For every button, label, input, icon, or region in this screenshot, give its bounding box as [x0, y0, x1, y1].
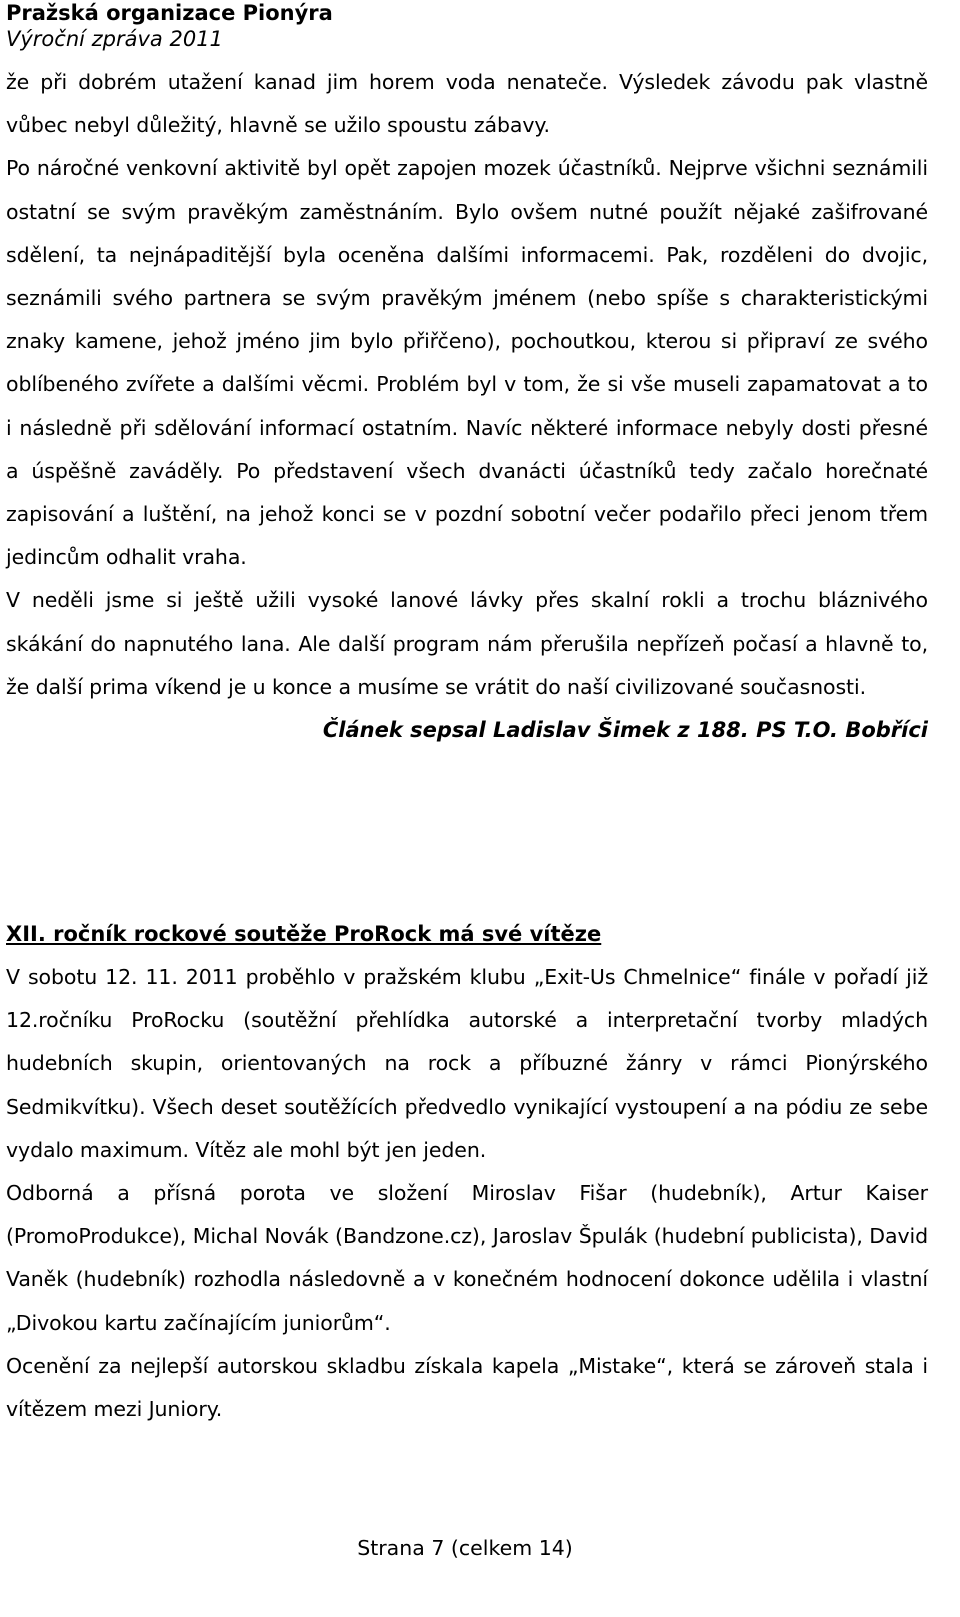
- organization-name: Pražská organizace Pionýra: [6, 1, 333, 25]
- paragraph: Ocenění za nejlepší autorskou skladbu získala kapela „Mistake“, která se zároveň stala i vítězem mezi Juniory.: [6, 1353, 928, 1422]
- page-header: [6, 0, 946, 52]
- article-signature: Článek sepsal Ladislav Šimek z 188. PS T.O. Bobříci: [322, 718, 928, 743]
- report-title: Výroční zpráva 2011: [6, 27, 223, 51]
- paragraph: Odborná a přísná porota ve složení Miroslav Fišar (hudebník), Artur Kaiser (PromoProdukce), Michal Novák (Bandzone.cz), Jaroslav Špulák (hudební publicista), David Vaněk (hudebník) rozhodla následovně a v konečném hodnocení dokonce udělila i vlastní „Divokou kartu začínajícím juniorům“.: [6, 1181, 928, 1335]
- paragraph: V neděli jsme si ještě užili vysoké lanové lávky přes skalní rokli a trochu bláznivého skákání do napnutého lana. Ale další program nám přerušila nepřízeň počasí a hlavně to, že další prima víkend je u konce a musíme se vrátit do naší civilizované současnosti.: [6, 588, 928, 699]
- page-footer: Strana 7 (celkem 14): [357, 1536, 573, 1560]
- prorock-article: [6, 956, 928, 1431]
- paragraph: že při dobrém utažení kanad jim horem voda nenateče. Výsledek závodu pak vlastně vůbec nebyl důležitý, hlavně se užilo spoustu zábavy.: [6, 70, 928, 138]
- paragraph: V sobotu 12. 11. 2011 proběhlo v pražském klubu „Exit-Us Chmelnice“ finále v pořadí již 12.ročníku ProRocku (soutěžní přehlídka autorské a interpretační tvorby mladých hudebních skupin, orientovaných na rock a příbuzné žánry v rámci Pionýrského Sedmikvítku). Všech deset soutěžících předvedlo vynikající vystoupení a na pódiu ze sebe vydalo maximum. Vítěz ale mohl být jen jeden.: [6, 965, 928, 1162]
- section-heading: XII. ročník rockové soutěže ProRock má své vítěze: [6, 922, 602, 946]
- article-continuation: [6, 61, 928, 752]
- paragraph: Po náročné venkovní aktivitě byl opět zapojen mozek účastníků. Nejprve všichni seznámili ostatní se svým pravěkým zaměstnáním. Bylo ovšem nutné použít nějaké zašifrované sdělení, ta nejnápaditější byla oceněna dalšími informacemi. Pak, rozděleni do dvojic, seznámili svého partnera se svým pravěkým jménem (nebo spíše s charakteristickými znaky kamene, jehož jméno jim bylo přiřčeno), pochoutkou, kterou si připraví ze svého oblíbeného zvířete a dalšími věcmi. Problém byl v tom, že si vše museli zapamatovat a to i následně při sdělování informací ostatním. Navíc některé informace nebyly dosti přesné a úspěšně zaváděly. Po představení všech dvanácti účastníků tedy začalo horečnaté zapisování a luštění, na jehož konci se v pozdní sobotní večer podařilo přeci jenom třem jedincům odhalit vraha.: [6, 156, 928, 570]
